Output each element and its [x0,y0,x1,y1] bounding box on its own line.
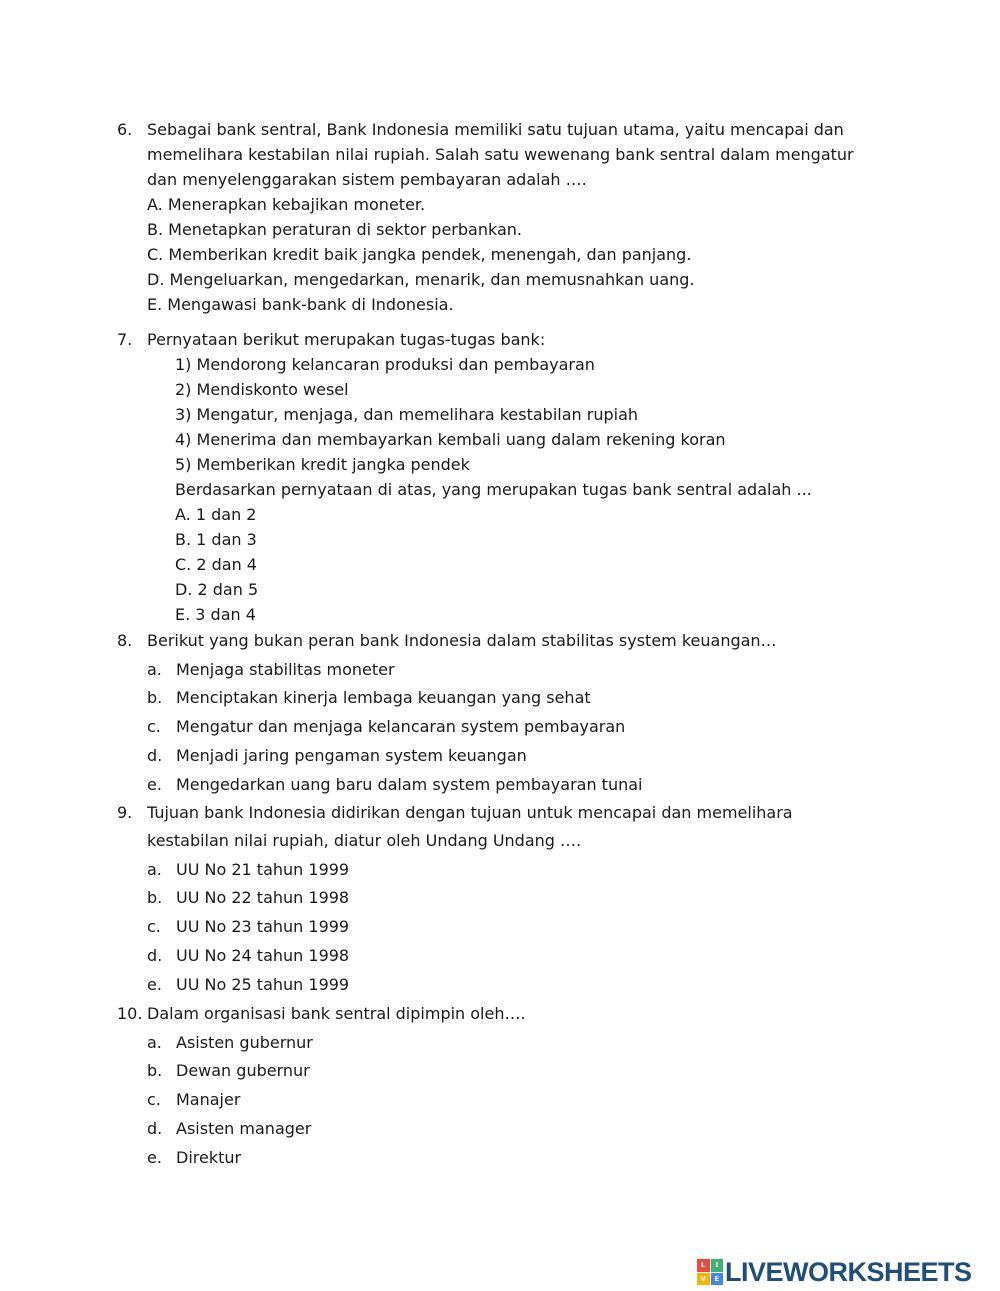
answer-option[interactable]: E. 3 dan 4 [175,605,256,624]
logo-block: E [711,1273,724,1286]
option-letter: b. [147,688,163,707]
statement-item: 1) Mendorong kelancaran produksi dan pembayaran [175,355,595,374]
question-number: 6. [117,120,133,139]
statement-item: 4) Menerima dan membayarkan kembali uang dalam rekening koran [175,430,726,449]
logo-block: I [711,1259,724,1272]
answer-option[interactable]: UU No 22 tahun 1998 [176,888,350,907]
answer-option[interactable]: B. 1 dan 3 [175,530,257,549]
option-letter: e. [147,1148,162,1167]
answer-option[interactable]: Dewan gubernur [176,1061,310,1080]
answer-option[interactable]: UU No 23 tahun 1999 [176,917,350,936]
statement-item: 3) Mengatur, menjaga, dan memelihara kestabilan rupiah [175,405,639,424]
answer-option[interactable]: C. Memberikan kredit baik jangka pendek, menengah, dan panjang. [147,245,692,264]
statement-item: 5) Memberikan kredit jangka pendek [175,455,470,474]
live-blocks-icon [697,1259,723,1285]
answer-option[interactable]: Menjaga stabilitas moneter [176,660,395,679]
answer-option[interactable]: Asisten gubernur [176,1033,313,1052]
question-stem-line: dan menyelenggarakan sistem pembayaran adalah …. [147,170,587,189]
option-letter: d. [147,946,163,965]
answer-option[interactable]: Manajer [176,1090,241,1109]
answer-option[interactable]: D. Mengeluarkan, mengedarkan, menarik, dan memusnahkan uang. [147,270,695,289]
answer-option[interactable]: Mengatur dan menjaga kelancaran system pembayaran [176,717,626,736]
question-stem-line: kestabilan nilai rupiah, diatur oleh Undang Undang …. [147,831,582,850]
logo-block: V [697,1273,710,1286]
question-number: 8. [117,631,133,650]
option-letter: b. [147,1061,163,1080]
answer-option[interactable]: Mengedarkan uang baru dalam system pembayaran tunai [176,775,643,794]
option-letter: c. [147,1090,161,1109]
question-number: 7. [117,330,133,349]
option-letter: c. [147,717,161,736]
answer-option[interactable]: UU No 21 tahun 1999 [176,860,350,879]
brand-name: LIVEWORKSHEETS [725,1256,972,1287]
option-letter: b. [147,888,163,907]
answer-option[interactable]: Asisten manager [176,1119,312,1138]
answer-option[interactable]: Menjadi jaring pengaman system keuangan [176,746,527,765]
question-number: 9. [117,803,133,822]
answer-option[interactable]: B. Menetapkan peraturan di sektor perbankan. [147,220,522,239]
question-number: 10. [117,1004,143,1023]
question-stem-line: Tujuan bank Indonesia didirikan dengan tujuan untuk mencapai dan memelihara [147,803,793,822]
logo-block: L [697,1259,710,1272]
question-stem-line: memelihara kestabilan nilai rupiah. Salah satu wewenang bank sentral dalam mengatur [147,145,854,164]
answer-option[interactable]: D. 2 dan 5 [175,580,259,599]
option-letter: d. [147,746,163,765]
question-stem-line: Pernyataan berikut merupakan tugas-tugas bank: [147,330,546,349]
answer-option[interactable]: A. Menerapkan kebajikan moneter. [147,195,426,214]
answer-option[interactable]: A. 1 dan 2 [175,505,257,524]
option-letter: c. [147,917,161,936]
option-letter: d. [147,1119,163,1138]
answer-option[interactable]: UU No 25 tahun 1999 [176,975,350,994]
liveworksheets-logo [697,1258,972,1286]
option-letter: a. [147,860,162,879]
option-letter: a. [147,1033,162,1052]
answer-option[interactable]: Menciptakan kinerja lembaga keuangan yang sehat [176,688,591,707]
question-prompt: Berdasarkan pernyataan di atas, yang merupakan tugas bank sentral adalah ... [175,480,812,499]
answer-option[interactable]: E. Mengawasi bank-bank di Indonesia. [147,295,454,314]
statement-item: 2) Mendiskonto wesel [175,380,349,399]
answer-option[interactable]: C. 2 dan 4 [175,555,257,574]
question-stem-line: Sebagai bank sentral, Bank Indonesia memiliki satu tujuan utama, yaitu mencapai dan [147,120,844,139]
answer-option[interactable]: UU No 24 tahun 1998 [176,946,350,965]
question-stem-line: Dalam organisasi bank sentral dipimpin oleh…. [147,1004,526,1023]
option-letter: a. [147,660,162,679]
option-letter: e. [147,975,162,994]
question-stem-line: Berikut yang bukan peran bank Indonesia dalam stabilitas system keuangan… [147,631,777,650]
option-letter: e. [147,775,162,794]
answer-option[interactable]: Direktur [176,1148,242,1167]
